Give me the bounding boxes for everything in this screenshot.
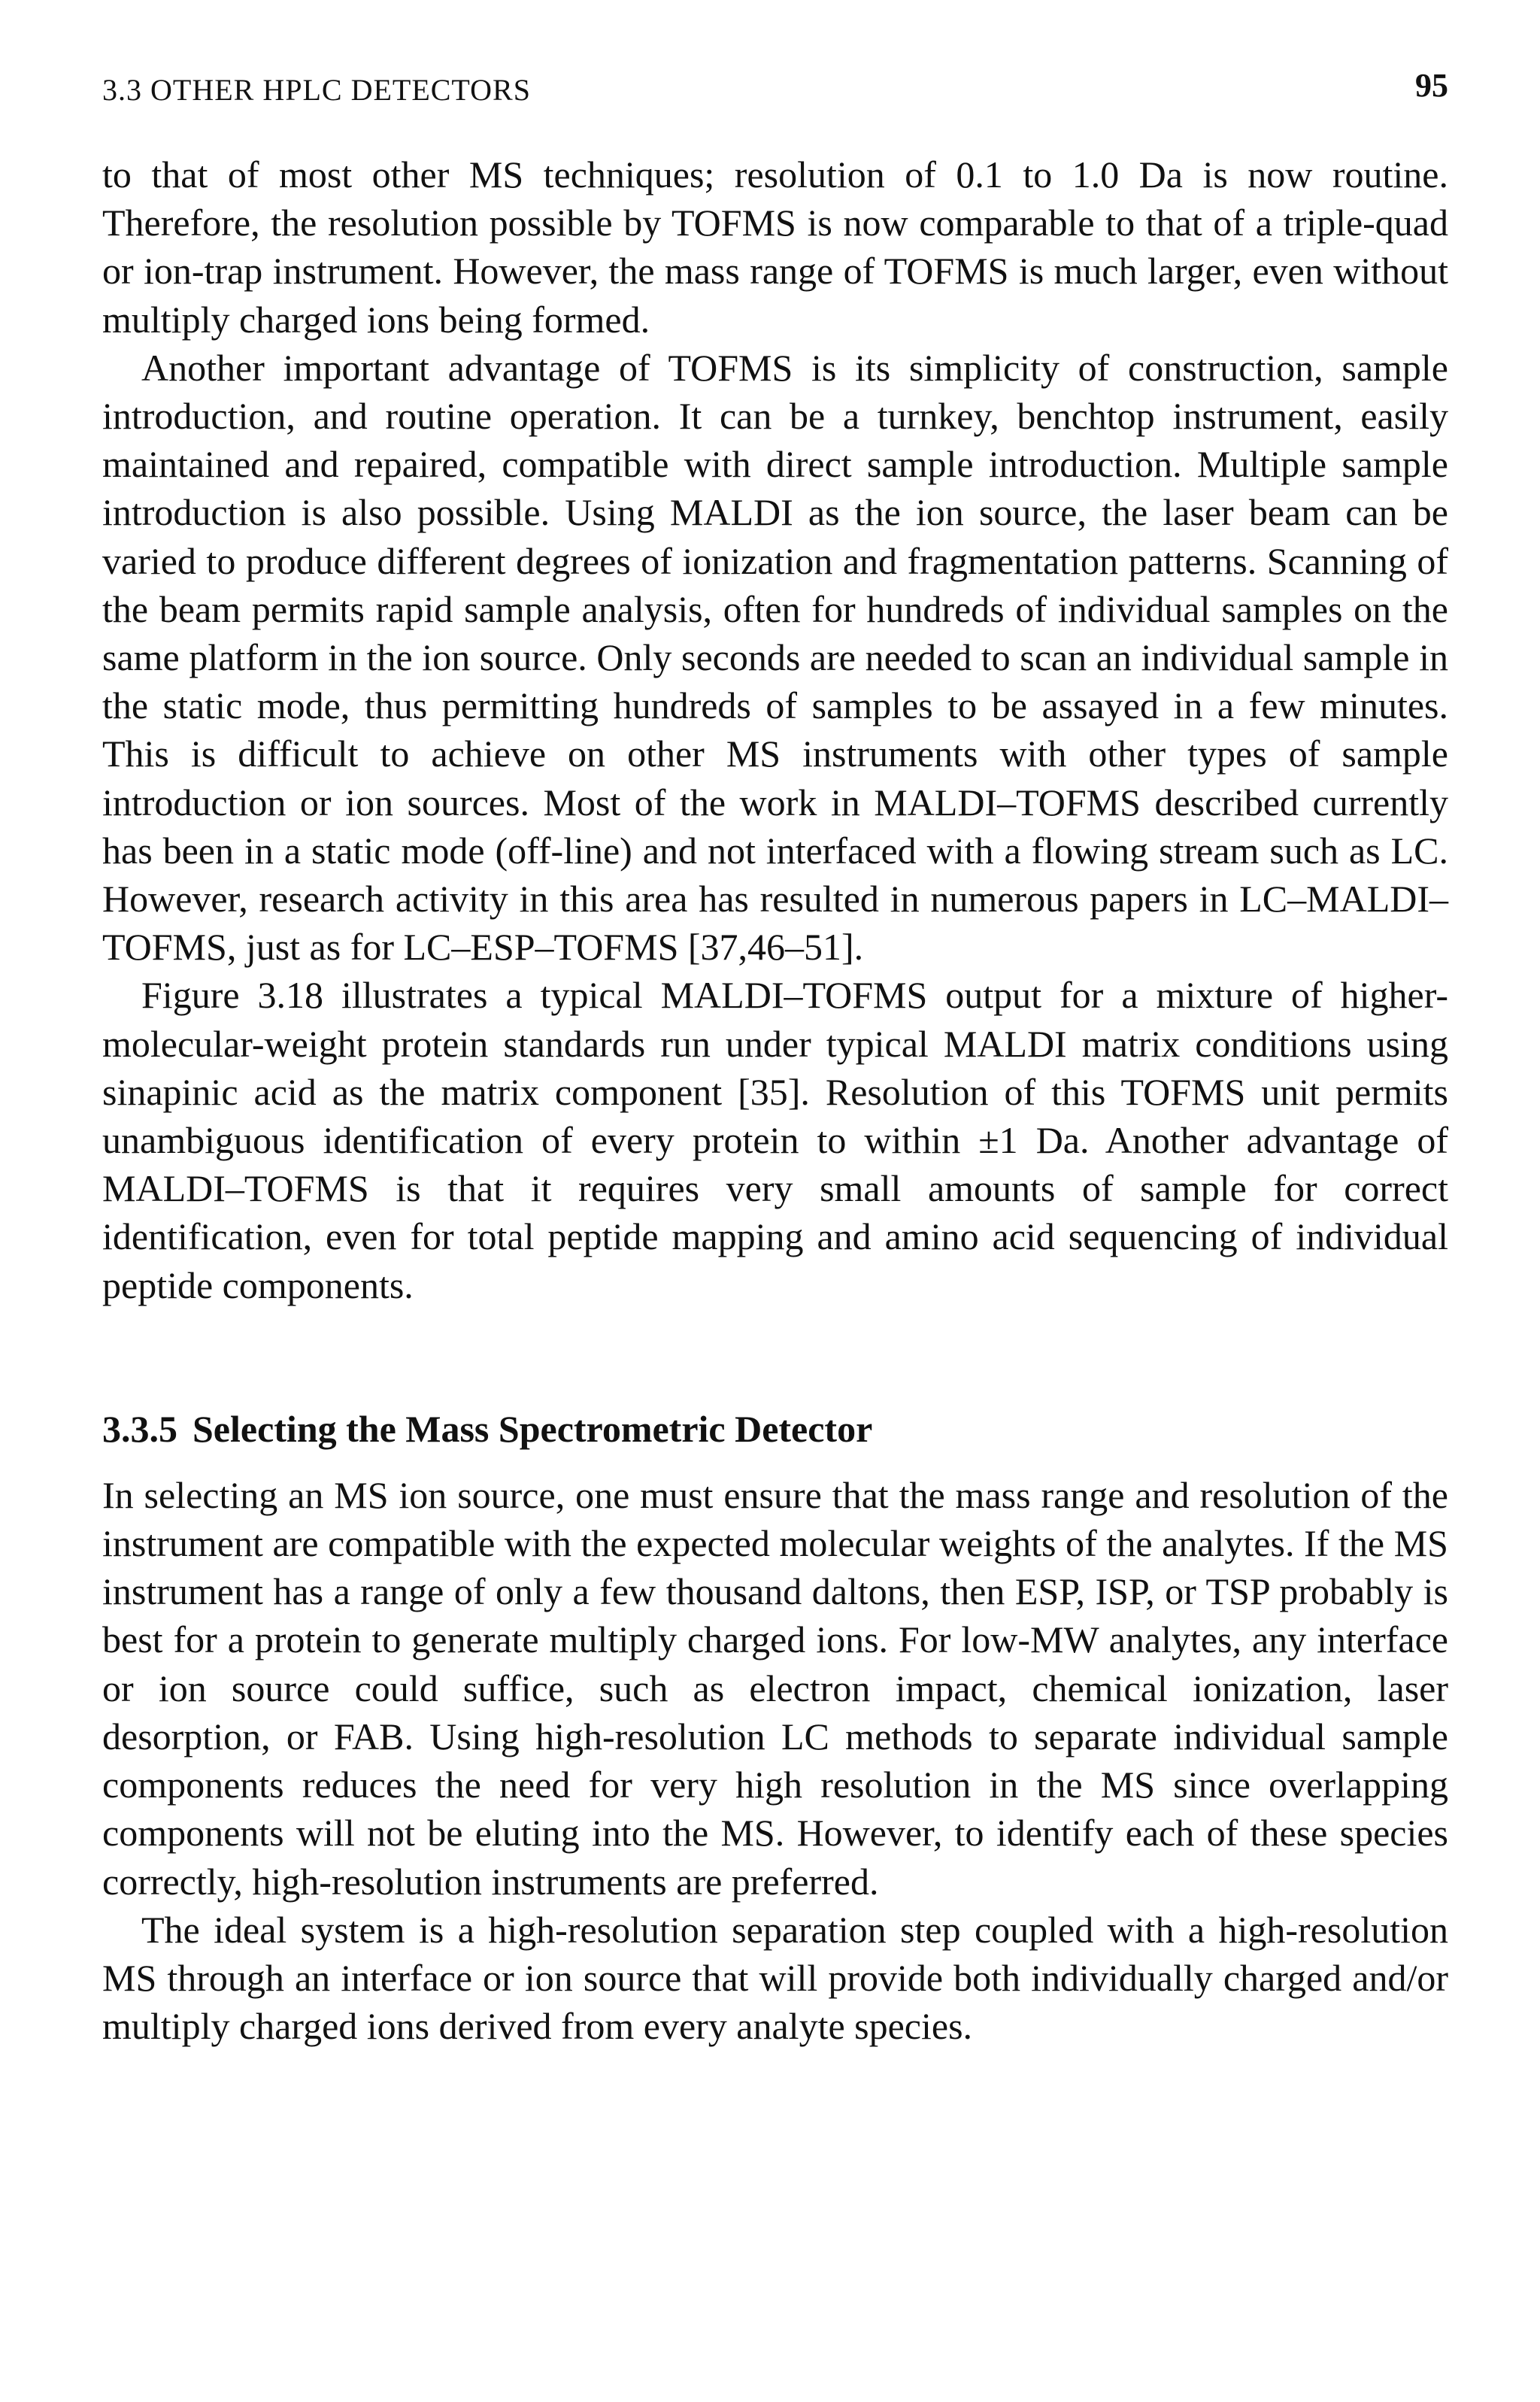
section-heading [102, 1405, 1448, 1453]
book-page [102, 60, 1448, 2050]
running-head [102, 60, 1448, 120]
paragraph-ideal-system: The ideal system is a high-resolution separation step coupled with a high-resolution MS through an interface or ion source that will provide both individually charged and/or multiply charged ions derived from every analyte species. [102, 1908, 1448, 2048]
section-title: Selecting the Mass Spectrometric Detector [192, 1407, 873, 1450]
section-number: 3.3.5 [102, 1407, 177, 1450]
running-head-section: 3.3 OTHER HPLC DETECTORS [102, 73, 531, 107]
paragraph-continued: to that of most other MS techniques; resolution of 0.1 to 1.0 Da is now routine. Therefore, the resolution possible by TOFMS is now comparable to that of a triple-quad or ion-trap instrument. However, the mass range of TOFMS is much larger, even without multiply charged ions being formed. [102, 153, 1448, 341]
paragraph-selecting-ion-source: In selecting an MS ion source, one must ensure that the mass range and resolution of the instrument are compatible with the expected molecular weights of the analytes. If the MS instrument has a range of only a few thousand daltons, then ESP, ISP, or TSP probably is best for a protein to generate multiply charged ions. For low-MW analytes, any interface or ion source could suffice, such as electron impact, chemical ionization, laser desorption, or FAB. Using high-resolution LC methods to separate individual sample components reduces the need for very high resolution in the MS since overlapping components will not be eluting into the MS. However, to identify each of these species correctly, high-resolution instruments are preferred. [102, 1473, 1448, 1903]
paragraph-figure-reference: Figure 3.18 illustrates a typical MALDI–TOFMS output for a mixture of higher-molecular-weight protein standards run under typical MALDI matrix conditions using sinapinic acid as the matrix component [35]. Resolution of this TOFMS unit permits unambiguous identification of every protein to within ±1 Da. Another advantage of MALDI–TOFMS is that it requires very small amounts of sample for correct identification, even for total peptide mapping and amino acid sequencing of individual peptide components. [102, 974, 1448, 1306]
paragraph-tofms-advantages: Another important advantage of TOFMS is its simplicity of construction, sample introduction, and routine operation. It can be a turnkey, benchtop instrument, easily maintained and repaired, compatible with direct sample introduction. Multiple sample introduction is also possible. Using MALDI as the ion source, the laser beam can be varied to produce different degrees of ionization and fragmentation patterns. Scanning of the beam permits rapid sample analysis, often for hundreds of individual samples on the same platform in the ion source. Only seconds are needed to scan an individual sample in the static mode, thus permitting hundreds of samples to be assayed in a few minutes. This is difficult to achieve on other MS instruments with other types of sample introduction or ion sources. Most of the work in MALDI–TOFMS described currently has been in a static mode (off-line) and not interfaced with a flowing stream such as LC. However, research activity in this area has resulted in numerous papers in LC–MALDI–TOFMS, just as for LC–ESP–TOFMS [37,46–51]. [102, 346, 1448, 969]
page-number: 95 [1415, 67, 1448, 104]
